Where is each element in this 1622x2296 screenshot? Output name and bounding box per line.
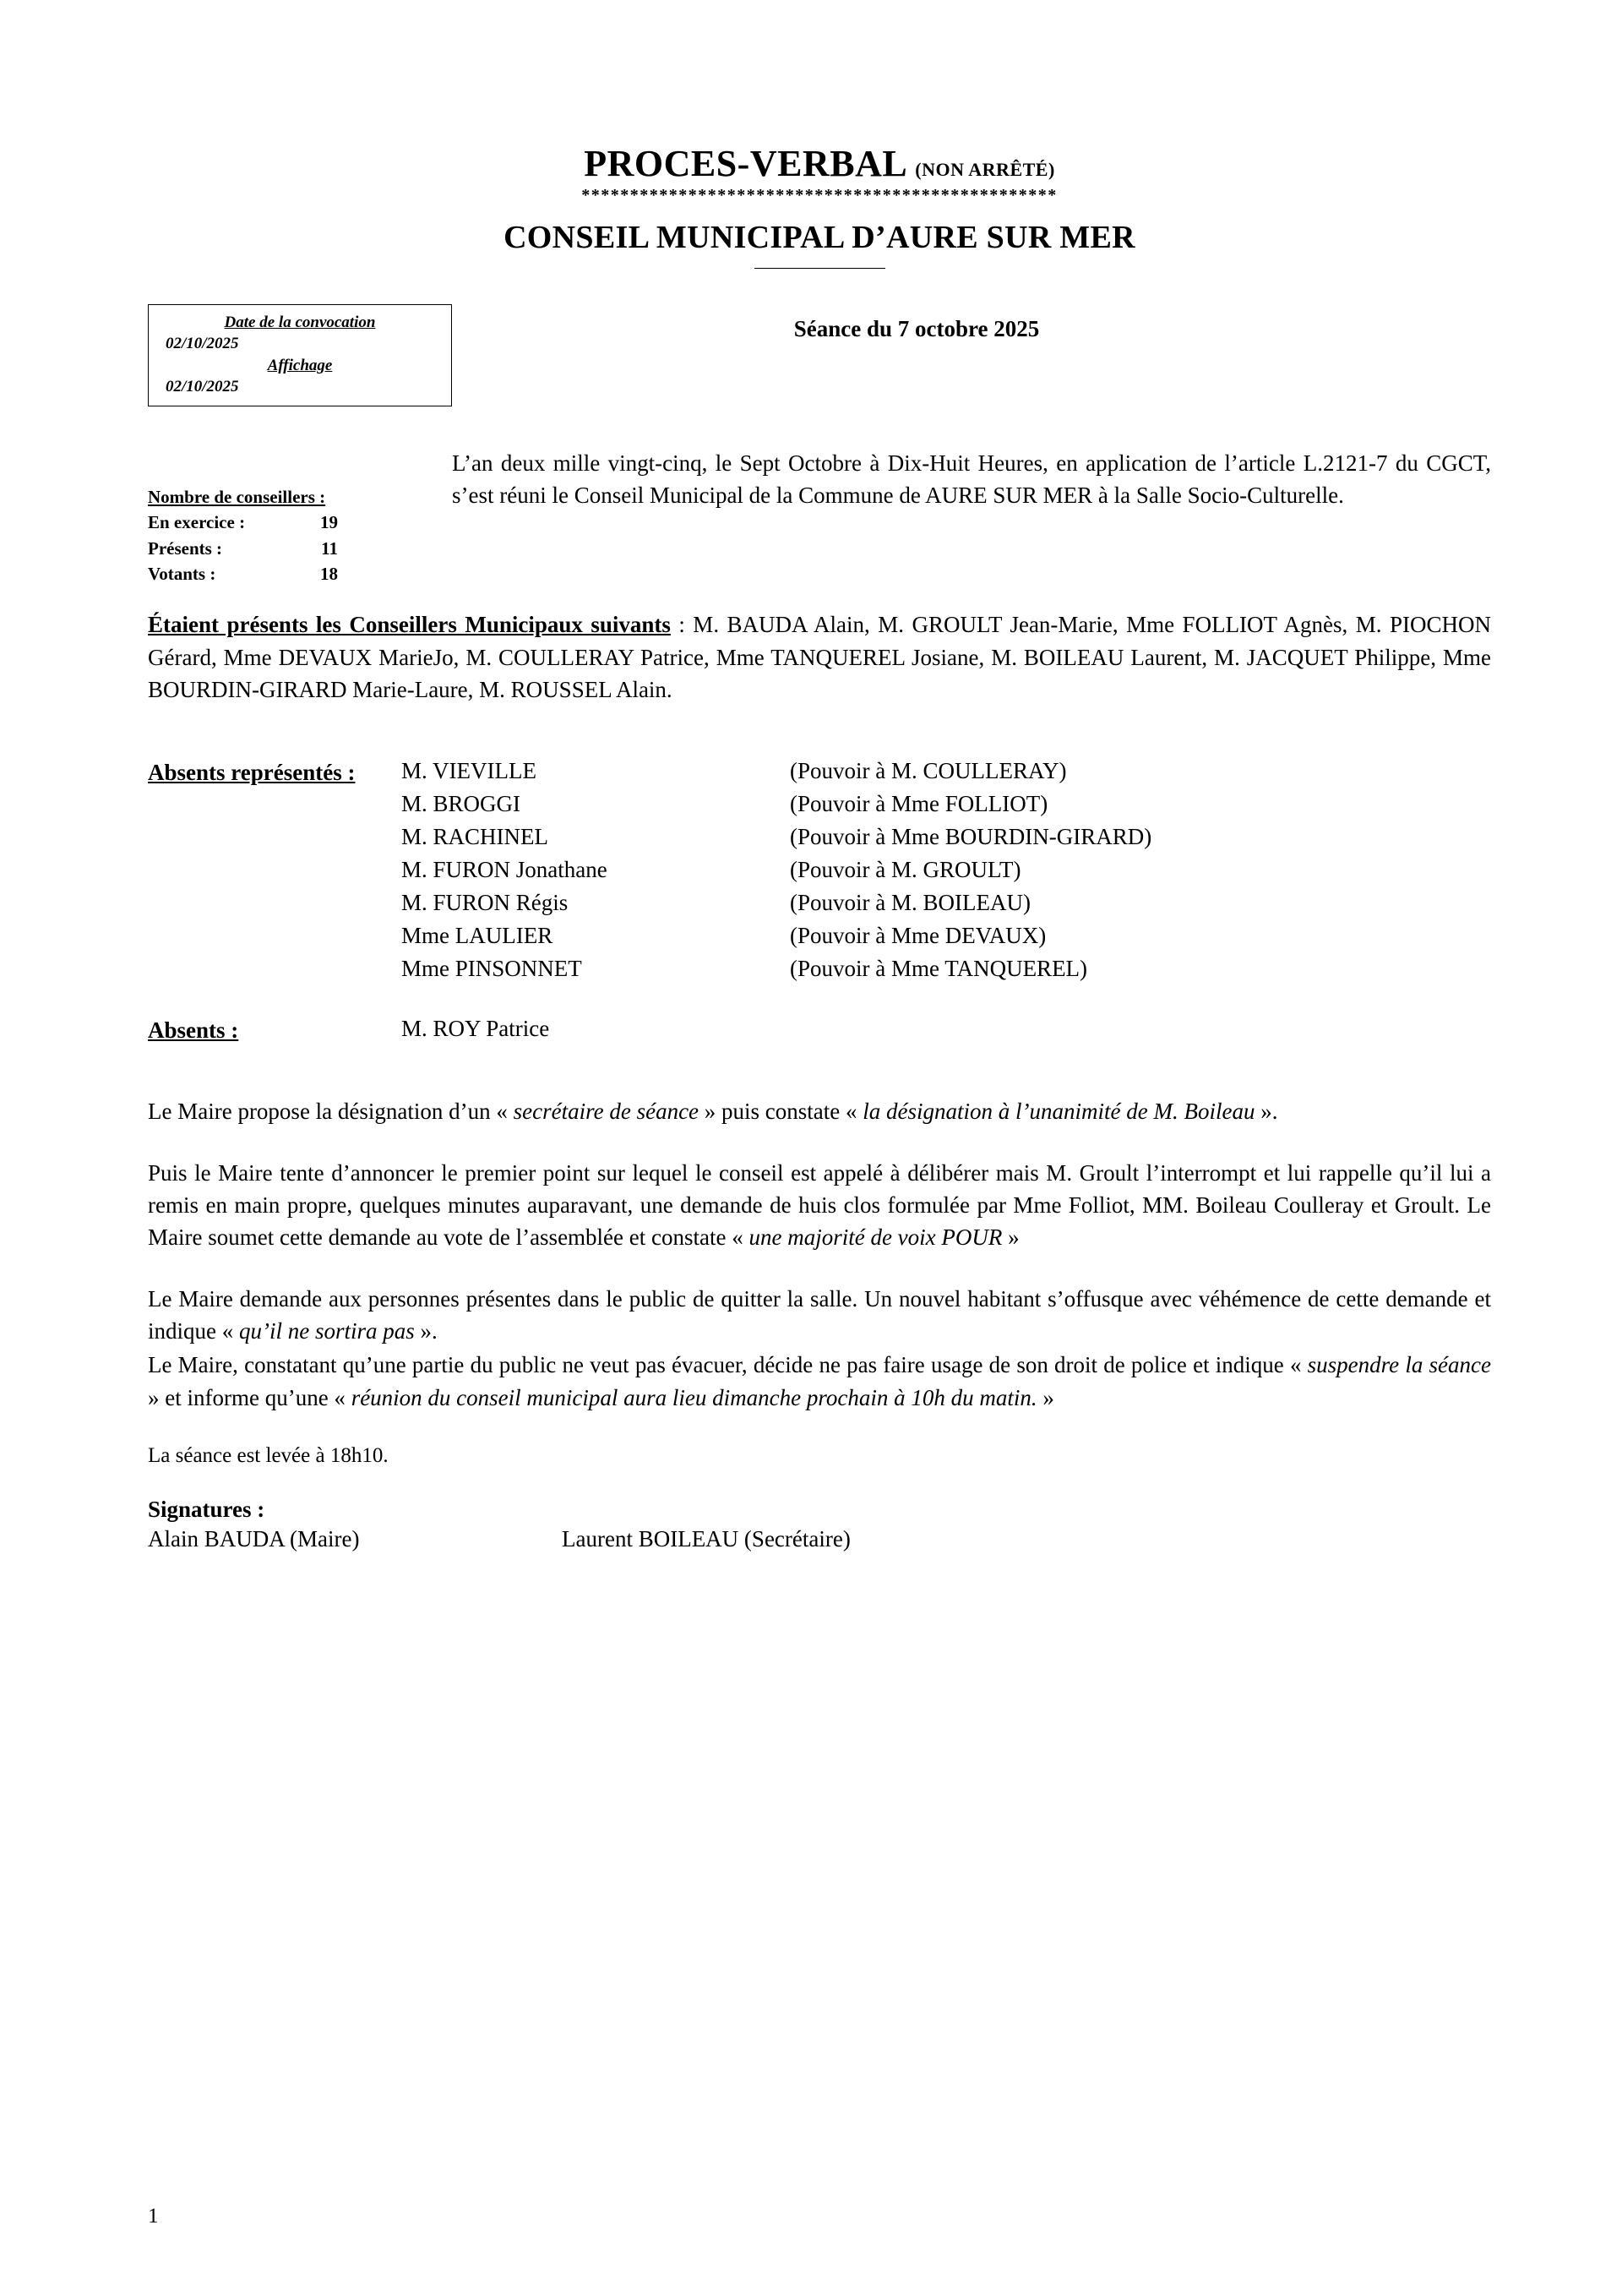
absents-represented-row	[148, 755, 1491, 984]
count-row	[148, 510, 452, 535]
attendees-label: Étaient présents les Conseillers Municipaux suivants	[148, 612, 671, 638]
absent-proxy: (Pouvoir à Mme TANQUEREL)	[790, 955, 1088, 981]
affichage-label: Affichage	[267, 356, 333, 374]
absent-name: M. ROY Patrice	[401, 1015, 550, 1041]
convocation-box	[148, 304, 452, 406]
count-value: 11	[321, 537, 338, 559]
absent-proxy: (Pouvoir à Mme DEVAUX)	[790, 922, 1047, 948]
document-title-suffix: (NON ARRÊTÉ)	[915, 159, 1055, 180]
absences-section	[148, 755, 1491, 1046]
convocation-section	[148, 304, 1491, 406]
list-item	[401, 854, 1491, 886]
paragraph-text: ».	[1255, 1099, 1278, 1125]
absent-proxy: (Pouvoir à Mme FOLLIOT)	[790, 791, 1048, 817]
absents-represented-label: Absents représentés :	[148, 760, 356, 786]
intro-paragraph: L’an deux mille vingt-cinq, le Sept Octobre à Dix-Huit Heures, en application de l’article L.2121-7 du CGCT, s’est réuni le Conseil Municipal de la Commune de AURE SUR MER à la Salle Socio-Culturelle.	[452, 450, 1491, 509]
count-value: 19	[320, 512, 338, 533]
paragraph-text: Le Maire demande aux personnes présentes dans le public de quitter la salle. Un nouvel habitant s’offusque avec véhémence de cette demande et indique «	[148, 1285, 1491, 1344]
convocation-date-value: 02/10/2025	[166, 335, 239, 353]
councillor-counts-title: Nombre de conseillers :	[148, 486, 326, 507]
absents-list	[401, 1012, 1491, 1047]
paragraph-text: Puis le Maire tente d’annoncer le premier point sur lequel le conseil est appelé à délibérer mais M. Groult l’interrompt et lui rappelle qu’il lui a remis en main propre, quelques minutes auparavant, une demande de huis clos formulée par Mme Folliot, MM. Boileau Coulleray et Groult. Le Maire soumet cette demande au vote de l’assemblée et constate «	[148, 1159, 1491, 1251]
signature-secretary: Laurent BOILEAU (Secrétaire)	[562, 1526, 851, 1552]
convocation-date-label: Date de la convocation	[224, 314, 376, 332]
absent-name: M. FURON Régis	[401, 889, 569, 915]
document-subtitle: CONSEIL MUNICIPAL D’AURE SUR MER	[503, 220, 1135, 256]
absent-name: M. FURON Jonathane	[401, 857, 607, 883]
signatures-row	[148, 1526, 1491, 1552]
absents-row	[148, 1012, 1491, 1047]
document-title	[148, 144, 1491, 184]
session-closing-text: La séance est levée à 18h10.	[148, 1444, 389, 1468]
absents-represented-list	[401, 755, 1491, 984]
list-item	[401, 1012, 1491, 1045]
quoted-text: secrétaire de séance	[513, 1099, 699, 1125]
list-item	[401, 788, 1491, 821]
list-item	[401, 755, 1491, 788]
paragraph-huis-clos	[148, 1157, 1491, 1254]
paragraph-secretary	[148, 1095, 1491, 1127]
count-label: Présents :	[148, 537, 223, 559]
header-divider	[754, 268, 885, 269]
quoted-text: suspendre la séance	[1307, 1352, 1492, 1378]
absent-name: Mme PINSONNET	[401, 955, 582, 981]
paragraph-suspension	[148, 1349, 1491, 1414]
affichage-date-value: 02/10/2025	[166, 377, 239, 395]
seance-title: Séance du 7 octobre 2025	[793, 316, 1040, 342]
absent-name: M. VIEVILLE	[401, 758, 536, 784]
absent-proxy: (Pouvoir à Mme BOURDIN-GIRARD)	[790, 824, 1152, 850]
title-separator-stars: *************************************************	[581, 186, 1058, 205]
page-number: 1	[148, 2205, 159, 2228]
list-item	[401, 919, 1491, 952]
count-row	[148, 561, 452, 586]
paragraph-text: » et informe qu’une «	[148, 1384, 351, 1410]
quoted-text: qu’il ne sortira pas	[239, 1318, 415, 1344]
paragraph-text: »	[1002, 1224, 1020, 1251]
count-label: Votants :	[148, 564, 216, 585]
attendees-paragraph	[148, 608, 1491, 706]
list-item	[401, 821, 1491, 854]
list-item	[401, 952, 1491, 985]
paragraph-text: Le Maire propose la désignation d’un «	[148, 1099, 514, 1125]
absent-proxy: (Pouvoir à M. GROULT)	[790, 857, 1021, 883]
count-value: 18	[320, 564, 338, 585]
signatures-title: Signatures :	[148, 1497, 265, 1523]
quoted-text: réunion du conseil municipal aura lieu dimanche prochain à 10h du matin.	[351, 1384, 1037, 1410]
signature-mayor: Alain BAUDA (Maire)	[148, 1526, 360, 1552]
paragraph-text: »	[1037, 1384, 1054, 1410]
intro-section	[148, 447, 1491, 587]
absent-proxy: (Pouvoir à M. BOILEAU)	[790, 889, 1031, 915]
paragraph-public-leave	[148, 1283, 1491, 1348]
count-row	[148, 536, 452, 561]
absent-name: Mme LAULIER	[401, 922, 553, 948]
absent-name: M. BROGGI	[401, 791, 521, 817]
councillor-counts	[148, 447, 452, 587]
list-item	[401, 886, 1491, 919]
paragraph-text: » puis constate «	[699, 1099, 863, 1125]
paragraph-text: ».	[414, 1318, 438, 1344]
quoted-text: une majorité de voix POUR	[748, 1224, 1003, 1251]
absent-name: M. RACHINEL	[401, 824, 548, 850]
quoted-text: la désignation à l’unanimité de M. Boileau	[863, 1099, 1255, 1125]
count-label: En exercice :	[148, 512, 246, 533]
attendees-names: : M. BAUDA Alain, M. GROULT Jean-Marie, Mme FOLLIOT Agnès, M. PIOCHON Gérard, Mme DEVAUX MarieJo, M. COULLERAY Patrice, Mme TANQUEREL Josiane, M. BOILEAU Laurent, M. JACQUET Philippe, Mme BOURDIN-GIRARD Marie-Laure, M. ROUSSEL Alain.	[148, 612, 1491, 703]
paragraph-text: Le Maire, constatant qu’une partie du public ne veut pas évacuer, décide ne pas faire usage de son droit de police et indique «	[148, 1352, 1308, 1378]
absent-proxy: (Pouvoir à M. COULLERAY)	[790, 758, 1067, 784]
document-title-main: PROCES-VERBAL	[584, 143, 906, 184]
absents-label: Absents :	[148, 1017, 239, 1043]
